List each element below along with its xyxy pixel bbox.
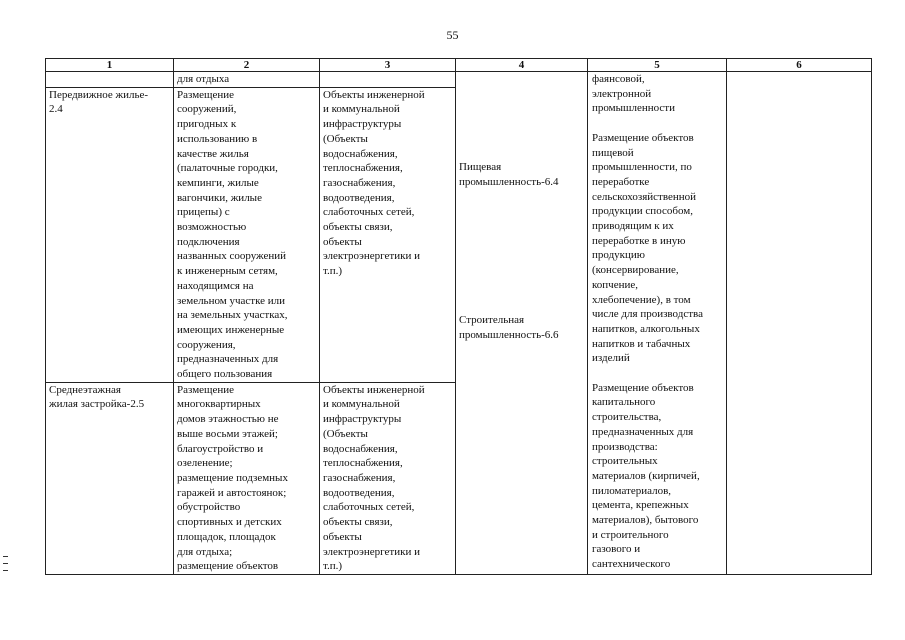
land-use-type [49, 88, 170, 117]
text-line: продукции способом, [592, 205, 693, 218]
text-line: на земельных участках, [177, 309, 288, 322]
text-line: сельскохозяйственной [592, 190, 697, 203]
text-line: изделий [592, 352, 630, 365]
text-line: промышленность-6.6 [459, 329, 559, 341]
text-line: Размещение [177, 88, 235, 101]
text-line: теплоснабжения, [323, 457, 403, 470]
table-cell [320, 72, 456, 88]
text-line: пригодных к [177, 118, 237, 131]
text-line: пищевой [592, 146, 634, 159]
column-header: 4 [456, 59, 588, 72]
text-line: Объекты инженерной [323, 88, 425, 101]
text-line: размещение объектов [177, 560, 279, 573]
column-4-stack [456, 72, 587, 558]
text-line: копчение, [592, 278, 638, 291]
text-line: газоснабжения, [323, 176, 396, 189]
text-line: (консервирование, [592, 264, 679, 277]
text-line: числе для производства [592, 308, 703, 321]
text-line: капитального [592, 396, 656, 409]
table-cell [320, 382, 456, 574]
text-line: подключения [177, 235, 240, 248]
text-line: Передвижное жилье- [49, 88, 149, 101]
text-line: материалов), бытового [592, 514, 699, 527]
text-line: Среднеэтажная [49, 383, 121, 396]
text-line: газового и [592, 543, 641, 556]
text-line: использованию в [177, 132, 258, 145]
text-line: цемента, крепежных [592, 499, 689, 512]
industry-build-cell [456, 278, 587, 378]
text-line: Объекты инженерной [323, 383, 425, 396]
page-number: 55 [446, 28, 459, 42]
text-line: переработке [592, 175, 650, 188]
table-cell [46, 382, 174, 574]
column-header: 6 [727, 59, 872, 72]
table-cell [456, 72, 588, 575]
text-line: промышленности, по [592, 161, 692, 174]
text-line: водоотведения, [323, 486, 395, 499]
text-line: многоквартирных [177, 398, 261, 411]
food-industry-description [592, 131, 723, 366]
text-line: Пищевая [459, 161, 502, 174]
text-line: (Объекты [323, 427, 368, 440]
text-line: приводящим к их [592, 220, 674, 233]
text-line: (Объекты [323, 132, 368, 145]
text-line: предназначенных для [177, 353, 279, 366]
table-cell [727, 72, 872, 575]
text-line: строительных [592, 455, 658, 468]
text-line: электронной [592, 87, 652, 100]
text-line: напитков, алкогольных [592, 322, 700, 335]
text-line: спортивных и детских [177, 516, 282, 529]
table-row [46, 72, 872, 88]
text-line: переработке в иную [592, 234, 686, 247]
text-line: объекты [323, 530, 362, 543]
table-cell [320, 87, 456, 382]
text-line: слаботочных сетей, [323, 501, 415, 514]
text-line: промышленности [592, 102, 675, 115]
text-line: Размещение [177, 383, 235, 396]
text-line: электроэнергетики и [323, 545, 420, 558]
text-line: Размещение объектов [592, 131, 694, 144]
text-line: теплоснабжения, [323, 162, 403, 175]
text-line: выше восьми этажей; [177, 427, 278, 440]
text-line: качестве жилья [177, 147, 249, 160]
text-line: общего пользования [177, 368, 273, 381]
text-line: имеющих инженерные [177, 323, 285, 336]
table-cell [46, 72, 174, 88]
column-header: 5 [588, 59, 727, 72]
text-line: вагончики, жилые [177, 191, 262, 204]
text-line: возможностью [177, 221, 247, 234]
text-line: Размещение объектов [592, 381, 694, 394]
text-line: (палаточные городки, [177, 162, 278, 175]
text-line: электроэнергетики и [323, 250, 420, 263]
text-line: размещение подземных [177, 471, 288, 484]
text-line: прицепы) с [177, 206, 230, 219]
text-line: водоотведения, [323, 191, 395, 204]
text-line: объекты связи, [323, 516, 393, 529]
text-line: и строительного [592, 528, 669, 541]
text-line: газоснабжения, [323, 471, 396, 484]
column-header: 3 [320, 59, 456, 72]
text-line: водоснабжения, [323, 442, 398, 455]
text-line: к инженерным сетям, [177, 265, 278, 278]
text-line: гаражей и автостоянок; [177, 486, 287, 499]
text-line: т.п.) [323, 265, 343, 278]
text-line: и коммунальной [323, 103, 400, 116]
text-line: водоснабжения, [323, 147, 398, 160]
text-line: объекты [323, 235, 362, 248]
text-line: фаянсовой, [592, 73, 645, 85]
text-line: продукцию [592, 249, 646, 262]
land-use-description [177, 88, 316, 382]
infrastructure-objects [323, 88, 452, 279]
text-line: кемпинги, жилые [177, 176, 259, 189]
text-line: производства: [592, 440, 658, 453]
text-line: находящимся на [177, 279, 254, 292]
text-line: сантехнического [592, 558, 671, 571]
infrastructure-objects [323, 383, 452, 574]
industry-food-label [459, 160, 584, 189]
text-line: сооружений, [177, 103, 237, 116]
text-line: строительства, [592, 411, 662, 424]
text-line: инфраструктуры [323, 118, 402, 131]
text-line: земельном участке или [177, 294, 286, 307]
fragment-text [592, 72, 723, 116]
column-header: 1 [46, 59, 174, 72]
text-line: озеленение; [177, 457, 233, 470]
scan-margin-marks [3, 556, 8, 577]
text-line: хлебопечение), в том [592, 293, 691, 306]
table-cell [588, 72, 727, 575]
table-cell [46, 87, 174, 382]
table-cell: для отдыха [174, 72, 320, 88]
text-line: слаботочных сетей, [323, 206, 415, 219]
text-line: промышленность-6.4 [459, 176, 559, 188]
building-industry-description [592, 381, 723, 572]
text-line: площадок, площадок [177, 530, 276, 543]
text-line: напитков и табачных [592, 337, 691, 350]
text-line: для отдыха; [177, 545, 233, 558]
text-line: названных сооружений [177, 250, 287, 263]
table-cell [174, 382, 320, 574]
table-header-row [46, 59, 872, 72]
text-line: обустройство [177, 501, 241, 514]
column-header: 2 [174, 59, 320, 72]
land-use-type [49, 383, 170, 412]
text-line: инфраструктуры [323, 413, 402, 426]
industry-food-cell [456, 72, 587, 278]
text-line: жилая застройка-2.5 [49, 398, 145, 411]
industry-build-label [459, 313, 584, 342]
text-line: и коммунальной [323, 398, 400, 411]
text-line: благоустройство и [177, 442, 264, 455]
text-line: т.п.) [323, 560, 343, 573]
text-line: сооружения, [177, 338, 236, 351]
text-line: предназначенных для [592, 425, 694, 438]
text-line: домов этажностью не [177, 413, 279, 426]
text-line: пиломатериалов, [592, 484, 672, 497]
land-use-description [177, 383, 316, 574]
text-line: объекты связи, [323, 221, 393, 234]
table-cell [174, 87, 320, 382]
text-line: 2.4 [49, 103, 63, 116]
text-line: материалов (кирпичей, [592, 469, 700, 482]
text-line: Строительная [459, 314, 525, 327]
land-use-table [45, 58, 872, 575]
